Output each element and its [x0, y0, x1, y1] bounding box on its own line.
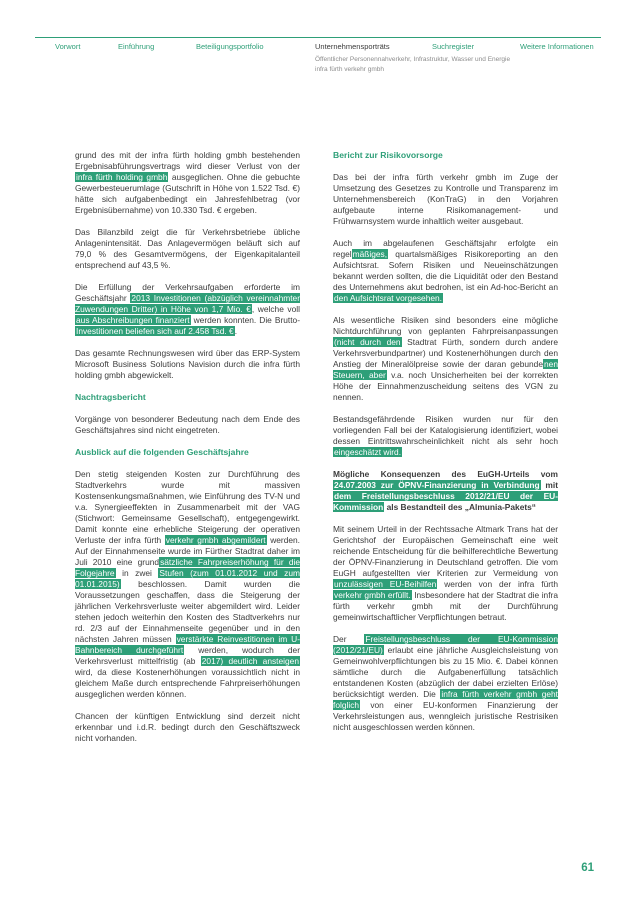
- nav-item-suchregister[interactable]: Suchregister: [432, 42, 475, 51]
- breadcrumb-company: infra fürth verkehr gmbh: [315, 65, 385, 73]
- paragraph: Bestandsgefährdende Risiken wurden nur für den vorliegenden Fall bei der Katalogisierung identifiziert, wobei dessen Eintrittswahrscheinlichkeit nicht als sehr hoch eingeschätzt wird.: [333, 414, 558, 457]
- paragraph: grund des mit der infra fürth holding gmbh bestehenden Ergebnisabführungsvertrags wird dieser Verlust von der infra fürth holding gmbh ausgeglichen. Ohne die gebuchte Gewerbesteuerumlage (Gutschrift in Höhe von 1.522 Tsd. €) hätte sich aufgabenbedingt ein Jahresfehlbetrag (vor Ergebnisübernahme) von 10.330 Tsd. € ergeben.: [75, 150, 300, 215]
- paragraph: Das Bilanzbild zeigt die für Verkehrsbetriebe übliche Anlagenintensität. Das Anlagevermögen beläuft sich auf 79,0 % des Gesamtvermögens, der Eigenkapitalanteil entsprechend auf 43,5 %.: [75, 227, 300, 270]
- paragraph: Der Freistellungsbeschluss der EU-Kommission (2012/21/EU) erlaubt eine jährliche Ausgleichsleistung von Gemeinwohlverpflichtungen bis zu 15 Mio. €. Dabei können sämtliche durch die Aufgabenerfüllung tatsächlich entstandenen Kosten (abzüglich der dabei erzielten Erlöse) berücksichtigt werden. Die infra fürth verkehr gmbh geht folglich von einer EU-konformen Finanzierung der Verkehrsleistungen aus, wenngleich juristische Restrisiken nicht ausgeschlossen werden können.: [333, 634, 558, 732]
- nav-item-weitere-informationen[interactable]: Weitere Informationen: [520, 42, 594, 51]
- section-heading: Ausblick auf die folgenden Geschäftsjahre: [75, 447, 249, 457]
- paragraph: Auch im abgelaufenen Geschäftsjahr erfolgte ein regelmäßiges, quartalsmäßiges Risikoreporting an den Aufsichtsrat. Sofern Risiken und Neueinschätzungen bekannt werden sollten, die die Liquidität oder den Bestand des Unternehmens akut bedrohen, ist ein Ad-hoc-Bericht an den Aufsichtsrat vorgesehen.: [333, 238, 558, 303]
- paragraph: Als wesentliche Risiken sind besonders eine mögliche Nichtdurchführung von geplanten Fahrpreisanpassungen (nicht durch den Stadtrat Fürth, sondern durch andere Verkehrsverbundpartner) und Kostenerhöhungen durch den Anstieg der Mineralölpreise sowie der daran gebundenen Steuern, aber v.a. noch Unsicherheiten bei der korrekten Höhe der Einnahmenzuscheidung seitens des VGN zu nennen.: [333, 315, 558, 402]
- search-highlight: dem Freistellungsbeschluss 2012/21/EU der EU-Kommission: [333, 491, 558, 512]
- top-navigation: [35, 37, 601, 53]
- search-highlight: verkehr gmbh erfüllt.: [334, 590, 411, 600]
- search-highlight: verkehr gmbh abgemildert: [165, 535, 266, 545]
- search-highlight: 2013 Investitionen (abzüglich vereinnahmter Zuwendungen Dritter) in Höhe von 1,7 Mio. €: [75, 293, 301, 314]
- search-highlight: infra fürth verkehr gmbh geht folglich: [333, 689, 558, 710]
- breadcrumb-category: Öffentlicher Personennahverkehr, Infrastruktur, Wasser und Energie: [315, 56, 511, 63]
- search-highlight: infra fürth holding gmbh: [76, 172, 168, 182]
- search-highlight: eingeschätzt wird.: [334, 447, 402, 457]
- nav-item-einfuehrung[interactable]: Einführung: [118, 42, 155, 51]
- search-highlight: Investitionen beliefen sich auf 2.458 Tsd. €: [76, 326, 234, 336]
- bold-subheading-paragraph: Mögliche Konsequenzen des EuGH-Urteils vom 24.07.2003 zur ÖPNV-Finanzierung in Verbindung mit dem Freistellungsbeschluss 2012/21/EU der EU-Kommission als Bestandteil des „Almunia-Pakets“: [333, 469, 558, 512]
- paragraph: Das gesamte Rechnungswesen wird über das ERP-System Microsoft Business Solutions Navision durch die infra fürth holding gmbh abgewickelt.: [75, 348, 300, 380]
- nav-item-beteiligungsportfolio[interactable]: Beteiligungsportfolio: [196, 42, 264, 51]
- paragraph: Vorgänge von besonderer Bedeutung nach dem Ende des Geschäftsjahres sind nicht eingetreten.: [75, 414, 300, 435]
- search-highlight: aus Abschreibungen finanziert: [76, 315, 190, 325]
- page-content: [75, 150, 558, 755]
- paragraph: Die Erfüllung der Verkehrsaufgaben erforderte im Geschäftsjahr 2013 Investitionen (abzüglich vereinnahmter Zuwendungen Dritter) in Höhe von 1,7 Mio. €, welche voll aus Abschreibungen finanziert werden konnten. Die Brutto-Investitionen beliefen sich auf 2.458 Tsd. €.: [75, 282, 301, 336]
- search-highlight: unzulässigen EU-Beihilfen: [334, 579, 437, 589]
- page-number: 61: [581, 862, 594, 874]
- section-heading: Nachtragsbericht: [75, 392, 146, 402]
- nav-item-unternehmensportraets[interactable]: Unternehmensporträts: [315, 42, 390, 51]
- search-highlight: den Aufsichtsrat vorgesehen.: [334, 293, 443, 303]
- search-highlight: Freistellungsbeschluss der EU-Kommission (2012/21/EU): [333, 634, 558, 655]
- search-highlight: nen Steuern, aber: [333, 359, 558, 380]
- search-highlight: (nicht durch den: [334, 337, 401, 347]
- breadcrumb: [315, 55, 510, 74]
- search-highlight: 24.07.2003 zur ÖPNV-Finanzierung in Verbindung: [334, 480, 540, 490]
- paragraph: Chancen der künftigen Entwicklung sind derzeit nicht erkennbar und i.d.R. bedingt durch den Geschäftszweck nicht vorhanden.: [75, 711, 300, 743]
- search-highlight: 2017) deutlich ansteigen: [201, 656, 299, 666]
- search-highlight: sätzliche Fahrpreiserhöhung für die Folgejahre: [75, 557, 300, 578]
- left-column: [75, 150, 300, 755]
- right-column: [333, 150, 558, 755]
- search-highlight: mäßiges,: [352, 249, 388, 259]
- search-highlight: verstärkte Reinvestitionen im U-Bahnbereich durchgeführt: [75, 634, 300, 655]
- paragraph: Mit seinem Urteil in der Rechtssache Altmark Trans hat der Gerichtshof der Europäischen Gemeinschaft eine weit reichende Entscheidung für die beihilferechtliche Bewertung der ÖPNV-Finanzierung in Deutschland getroffen. Die vom EuGH aufgestellten vier Kriterien zur Vermeidung von unzulässigen EU-Beihilfen werden von der infra fürth verkehr gmbh erfüllt. Insbesondere hat der Stadtrat die infra fürth verkehr gmbh mit der Durchführung gemeinwirtschaftlicher Verpflichtungen betraut.: [333, 524, 558, 622]
- paragraph: Den stetig steigenden Kosten zur Durchführung des Stadtverkehrs wurde mit massiven Kostensenkungsmaßnahmen, wie Einführung des TV-N und v.a. Synergieeffekten in Zusammenarbeit mit der VAG (Stichwort: Gemeinsame Gesellschaft), entgegengewirkt. Damit konnte eine erhebliche Steigerung der operativen Verluste der infra fürth verkehr gmbh abgemildert werden. Auf der Einnahmenseite wurde im Fürther Stadtrat daher im Juli 2010 eine grundsätzliche Fahrpreiserhöhung für die Folgejahre in zwei Stufen (zum 01.01.2012 und zum 01.01.2015) beschlossen. Damit wurden die Voraussetzungen geschaffen, dass die Steigerung der jährlichen Verkehrsverluste weiter abgemildert wird. Leider stehen jedoch weiterhin den Kosten des Stadtverkehrs nur rd. 2/3 auf der Einnahmenseite gegenüber und in den nächsten Jahren müssen verstärkte Reinvestitionen im U-Bahnbereich durchgeführt werden, wodurch der Verkehrsverlust mittelfristig (ab 2017) deutlich ansteigen wird, da diese Kostenerhöhungen voraussichtlich nicht in gleichem Maße durch entsprechende Fahrpreiserhöhungen ausgeglichen werden können.: [75, 469, 300, 699]
- paragraph: Das bei der infra fürth verkehr gmbh im Zuge der Umsetzung des Gesetzes zu Kontrolle und Transparenz im Unternehmensbereich (KonTraG) in den Vorjahren aufgebaute interne Risikomanagement- und Frühwarnsystem wurde inhaltlich weiter ausgebaut.: [333, 172, 558, 226]
- section-heading: Bericht zur Risikovorsorge: [333, 150, 443, 160]
- search-highlight: Stufen (zum 01.01.2012 und zum 01.01.2015): [75, 568, 300, 589]
- nav-item-vorwort[interactable]: Vorwort: [55, 42, 81, 51]
